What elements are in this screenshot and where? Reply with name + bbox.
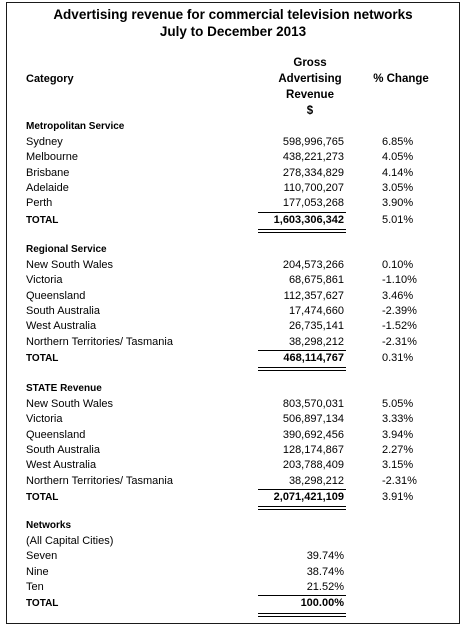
total-row: [0, 214, 468, 229]
table-row: [0, 398, 468, 413]
revenue-header-line: Advertising: [278, 73, 342, 85]
row-revenue: 506,897,134: [282, 413, 344, 426]
row-label: Brisbane: [26, 166, 70, 179]
table-row: [0, 550, 468, 565]
row-change: 4.05%: [382, 151, 414, 164]
row-revenue: 26,735,141: [288, 320, 344, 333]
total-double-rule: [258, 229, 346, 233]
subtotal-rule: [258, 489, 346, 490]
table-row: [0, 305, 468, 320]
row-label: Victoria: [26, 274, 63, 287]
row-change: 3.90%: [382, 197, 414, 210]
column-header-change: % Change: [373, 73, 429, 85]
revenue-header-line: Gross: [293, 57, 327, 69]
table-row: [0, 581, 468, 596]
row-revenue: 278,334,829: [282, 166, 344, 179]
table-row: [0, 259, 468, 274]
total-row: [0, 352, 468, 367]
row-revenue: 598,996,765: [282, 136, 344, 148]
row-revenue: 21.52%: [306, 580, 344, 593]
row-label: (All Capital Cities): [26, 535, 114, 547]
row-change: 2.27%: [382, 443, 414, 456]
row-label: Nine: [26, 565, 49, 578]
table-row: [0, 151, 468, 166]
row-label: Sydney: [26, 136, 63, 148]
section-title: Networks: [26, 520, 72, 531]
table-row: [0, 274, 468, 289]
row-label: Queensland: [26, 428, 86, 441]
row-label: Seven: [26, 550, 58, 563]
revenue-header-line: Revenue: [286, 89, 334, 101]
row-change: 4.14%: [382, 166, 414, 179]
table-row: [0, 167, 468, 182]
row-label: South Australia: [26, 443, 100, 456]
table-row: [0, 535, 468, 550]
row-revenue: 38,298,212: [288, 474, 344, 487]
row-revenue: 110,700,207: [283, 181, 344, 194]
table-row: [0, 444, 468, 459]
row-revenue: 112,357,627: [283, 289, 344, 302]
subtotal-rule: [258, 212, 346, 213]
table-row: [0, 197, 468, 212]
row-label: West Australia: [26, 320, 97, 333]
row-change: 0.31%: [382, 351, 414, 364]
row-label: Victoria: [26, 413, 63, 426]
revenue-header-line: $: [306, 105, 314, 117]
row-change: 3.05%: [382, 181, 414, 194]
row-change: 3.94%: [382, 428, 414, 441]
row-revenue: 100.00%: [300, 597, 344, 610]
row-revenue: 2,071,421,109: [273, 490, 344, 503]
row-label: Adelaide: [26, 181, 69, 194]
row-label: Perth: [26, 197, 53, 210]
subtotal-rule: [258, 350, 346, 351]
table-row: [0, 320, 468, 335]
row-change: 3.15%: [382, 459, 414, 472]
row-revenue: 204,573,266: [282, 259, 344, 271]
row-revenue: 438,221,273: [282, 151, 344, 164]
table-row: [0, 290, 468, 305]
row-change: 5.05%: [382, 398, 414, 410]
row-change: 5.01%: [382, 213, 414, 226]
row-change: -1.52%: [382, 320, 417, 333]
row-label: South Australia: [26, 304, 100, 317]
row-revenue: 468,114,767: [283, 351, 344, 364]
table-row: [0, 136, 468, 151]
row-label: TOTAL: [26, 352, 59, 364]
row-revenue: 38.74%: [306, 565, 344, 578]
row-change: 3.46%: [382, 289, 414, 302]
row-revenue: 68,675,861: [288, 274, 344, 287]
row-revenue: 803,570,031: [282, 398, 344, 410]
row-label: Northern Territories/ Tasmania: [26, 474, 173, 487]
row-label: TOTAL: [26, 598, 59, 610]
section-title: Regional Service: [26, 244, 107, 255]
total-double-rule: [258, 613, 346, 617]
row-change: -2.31%: [382, 474, 417, 487]
row-revenue: 128,174,867: [282, 443, 344, 456]
row-revenue: 17,474,660: [288, 304, 344, 317]
row-label: West Australia: [26, 459, 97, 472]
total-double-rule: [258, 506, 346, 510]
row-change: -2.31%: [382, 335, 417, 348]
row-label: Ten: [26, 580, 44, 593]
row-change: 0.10%: [382, 259, 414, 271]
row-label: Queensland: [26, 289, 86, 302]
row-revenue: 177,053,268: [282, 197, 344, 210]
row-label: TOTAL: [26, 214, 59, 226]
row-revenue: 390,692,456: [282, 428, 344, 441]
table-row: [0, 459, 468, 474]
table-row: [0, 336, 468, 351]
column-header-revenue: [260, 55, 360, 119]
total-row: [0, 597, 468, 612]
row-label: TOTAL: [26, 491, 59, 503]
row-revenue: 203,788,409: [282, 459, 344, 472]
total-double-rule: [258, 367, 346, 371]
row-revenue: 38,298,212: [288, 335, 344, 348]
title-line-1: Advertising revenue for commercial television networks: [53, 7, 413, 22]
table-row: [0, 475, 468, 490]
row-change: 3.91%: [382, 490, 414, 503]
row-label: New South Wales: [26, 398, 114, 410]
column-header-category: Category: [26, 73, 74, 85]
title-line-2: July to December 2013: [159, 24, 307, 39]
row-change: 6.85%: [382, 136, 414, 148]
row-revenue: 1,603,306,342: [273, 213, 344, 226]
document-title: [6, 6, 460, 40]
section-title: Metropolitan Service: [26, 121, 125, 132]
row-label: Melbourne: [26, 151, 78, 164]
total-row: [0, 491, 468, 506]
row-change: -1.10%: [382, 274, 417, 287]
table-row: [0, 566, 468, 581]
row-change: 3.33%: [382, 413, 414, 426]
table-row: [0, 413, 468, 428]
subtotal-rule: [258, 595, 346, 596]
row-revenue: 39.74%: [306, 550, 344, 563]
table-row: [0, 182, 468, 197]
row-label: New South Wales: [26, 259, 114, 271]
table-row: [0, 429, 468, 444]
section-title: STATE Revenue: [26, 383, 102, 394]
row-change: -2.39%: [382, 304, 417, 317]
row-label: Northern Territories/ Tasmania: [26, 335, 173, 348]
